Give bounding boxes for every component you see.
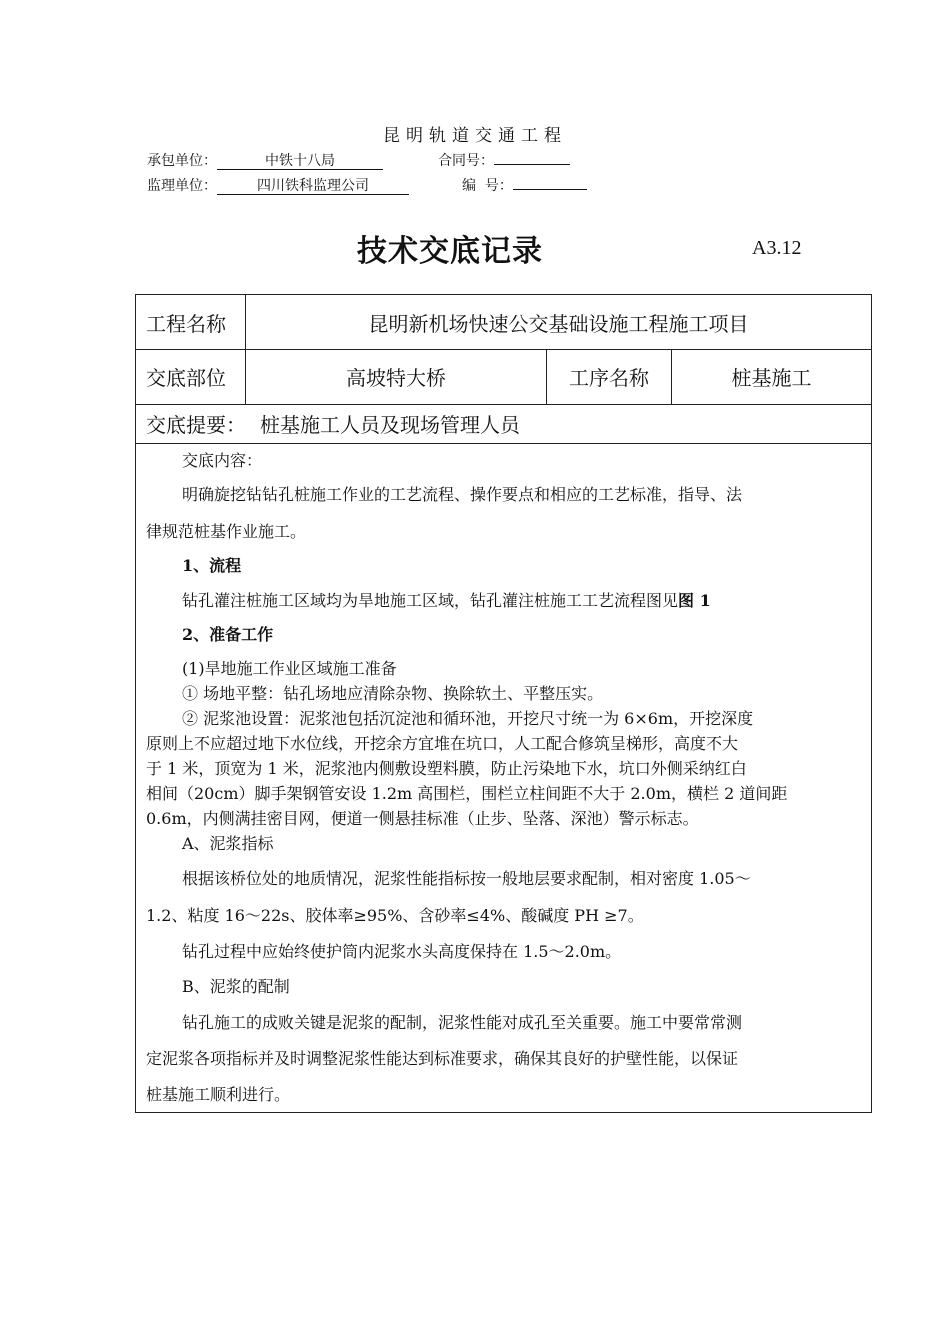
form-number: A3.12 [752,237,802,259]
mud-mix-title: B、泥浆的配制 [182,977,290,996]
section-2-title: 2、准备工作 [182,625,274,644]
mud-index-title: A、泥浆指标 [182,834,274,853]
pool-line-3: 于 1 米，顶宽为 1 米，泥浆池内侧敷设塑料膜，防止污染地下水，坑口外侧采纳红白 [146,759,747,778]
mud-mix-line-3: 桩基施工顺利进行。 [146,1085,291,1104]
section-1-text [146,588,861,611]
part-label: 交底部位 [146,366,226,390]
pool-line-2: 原则上不应超过地下水位线，开挖余方宜堆在坑口，人工配合修筑呈梯形，高度不大 [146,734,739,753]
mud-mix-line-1: 钻孔施工的成败关键是泥浆的配制，泥浆性能对成孔至关重要。施工中要常常测 [182,1013,743,1032]
serial-label: 编 号： [462,178,513,194]
pool-line-5: 0.6m，内侧满挂密目网，便道一侧悬挂标准（止步、坠落、深池）警示标志。 [146,809,699,828]
section-1-sentence: 钻孔灌注桩施工区域均为旱地施工区域，钻孔灌注桩施工工艺流程图见 [182,591,679,610]
prep-line-1: (1)旱地施工作业区域施工准备 [182,659,397,678]
figure-reference: 图 1 [678,591,711,610]
project-name-value: 昆明新机场快速公交基础设施工程施工项目 [368,311,749,336]
summary-value: 桩基施工人员及现场管理人员 [260,413,520,437]
mud-mix-line-2: 定泥浆各项指标并及时调整泥浆性能达到标准要求，确保其良好的护壁性能，以保证 [146,1049,739,1068]
pool-line-1: ② 泥浆池设置：泥浆池包括沉淀池和循环池，开挖尺寸统一为 6×6m，开挖深度 [182,709,754,728]
document-title: 技术交底记录 [357,234,543,269]
contract-no-value [494,164,570,165]
summary-row [146,404,520,443]
part-value: 高坡特大桥 [346,366,446,390]
supervisor-line [147,175,409,195]
section-1-title: 1、流程 [182,556,242,575]
supervisor-value: 四川铁科监理公司 [217,178,409,195]
project-name-label: 工程名称 [146,311,226,336]
project-name-header: 昆明轨道交通工程 [383,126,567,146]
process-label: 工序名称 [569,366,649,390]
summary-label: 交底提要： [146,413,246,437]
intro-line-1: 明确旋挖钻钻孔桩施工作业的工艺流程、操作要点和相应的工艺标准，指导、法 [182,485,743,504]
contract-no-label: 合同号： [438,153,494,169]
mud-index-line-2: 1.2、粘度 16～22s、胶体率≥95%、含砂率≤4%、酸碱度 PH ≥7。 [146,906,644,925]
serial-line [462,175,587,195]
mud-index-line-3: 钻孔过程中应始终使护筒内泥浆水头高度保持在 1.5～2.0m。 [182,942,622,961]
row-divider [136,443,871,444]
process-value: 桩基施工 [731,366,812,390]
serial-value [513,189,587,190]
prep-line-2: ① 场地平整：钻孔场地应清除杂物、换除软土、平整压实。 [182,684,604,703]
record-table [135,294,872,1113]
intro-line-2: 律规范桩基作业施工。 [146,522,307,541]
contractor-value: 中铁十八局 [217,153,383,170]
supervisor-label: 监理单位： [147,178,217,194]
content-heading: 交底内容： [182,451,263,470]
contractor-line [147,150,383,170]
mud-index-line-1: 根据该桥位处的地质情况，泥浆性能指标按一般地层要求配制，相对密度 1.05～ [182,869,751,888]
pool-line-4: 相间（20cm）脚手架钢管安设 1.2m 高围栏，围栏立柱间距不大于 2.0m，横栏 2 道间距 [146,784,788,803]
contract-no-line [438,150,570,170]
contractor-label: 承包单位： [147,153,217,169]
